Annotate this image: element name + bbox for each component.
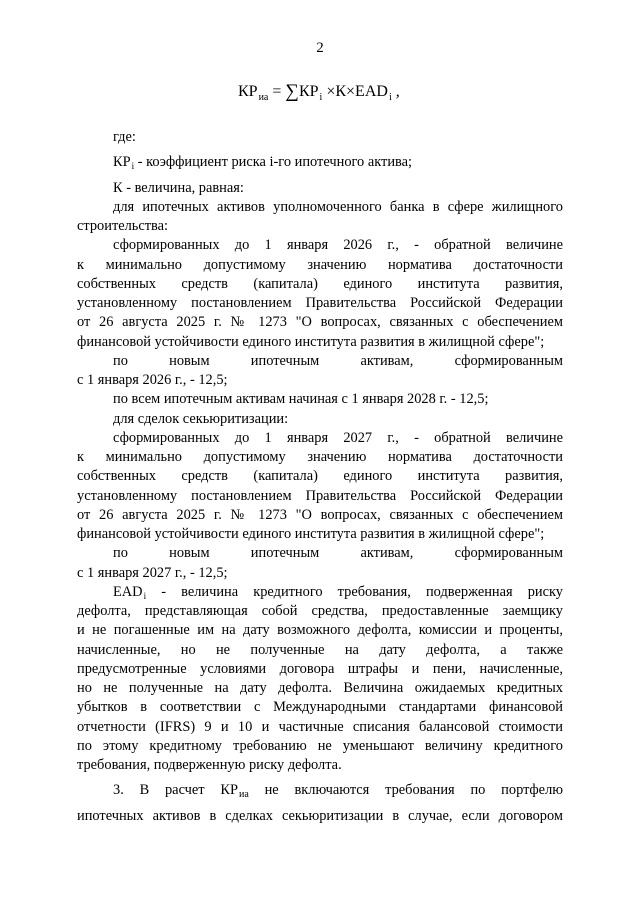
formula-k: К (335, 83, 347, 100)
text-line: установленному постановлением Правительства Российской Федерации (77, 487, 563, 504)
text-line: от 26 августа 2025 г. № 1273 "О вопросах, связанных с обеспечением (77, 314, 563, 331)
text-line: где: (113, 129, 136, 145)
formula-ead-subscript: i (388, 92, 392, 103)
formula-kr-subscript: i (319, 92, 323, 103)
symbol-kr: КР (113, 154, 131, 171)
symbol-ead-subscript: i (143, 590, 147, 601)
formula-kr-ia (238, 80, 400, 102)
text-line: к минимально допустимому значению норматива достаточности (77, 256, 563, 273)
text-line: отчетности (IFRS) 9 и 10 и частичные списания балансовой стоимости (77, 718, 563, 735)
symbol-ead: EAD (113, 583, 143, 600)
text-line: финансовой устойчивости единого института развития в жилищной сфере"; (77, 333, 545, 350)
formula-times-2: × (346, 83, 356, 100)
text-line: убытков в соответствии с Международными стандартами финансовой (77, 699, 563, 716)
text-line-ead-definition (77, 583, 563, 602)
text-line: с 1 января 2027 г., - 12,5; (77, 564, 228, 581)
text-line: требования, подверженную риску дефолта. (77, 757, 342, 773)
formula-lhs-subscript: иа (258, 92, 269, 103)
text-line: ипотечных активов в сделках секьюритизации в случае, если договором (77, 807, 563, 824)
ead-definition-text: - величина кредитного требования, подверженная риску (146, 583, 563, 600)
text-line: дефолта, представляющая собой средства, предоставленные заемщику (77, 603, 563, 619)
text-line: для сделок секьюритизации: (113, 410, 289, 427)
text-line: по всем ипотечным активам начиная с 1 января 2028 г. - 12,5; (113, 391, 489, 408)
body-text (77, 122, 563, 826)
text-line: финансовой устойчивости единого института развития в жилищной сфере"; (77, 526, 545, 542)
formula-sum-sign: ∑ (285, 81, 299, 102)
text-line: по этому кредитному требованию не уменьшают величину кредитного (77, 737, 563, 754)
page-number: 2 (316, 40, 324, 56)
kr-definition-text: - коэффициент риска i-го ипотечного актива; (134, 154, 413, 171)
text-line: собственных средств (капитала) единого института развития, (77, 275, 563, 292)
text-line: для ипотечных активов уполномоченного банка в сфере жилищного (113, 198, 563, 215)
item-3-text: не включаются требования по портфелю (248, 782, 564, 799)
text-line: собственных средств (капитала) единого института развития, (77, 468, 563, 485)
formula-ead: EAD (355, 83, 388, 100)
text-line-item-3 (77, 781, 563, 800)
formula-equals: = (272, 83, 282, 100)
formula-kr: КР (298, 83, 319, 100)
text-line: начисленные, но не полученные на дату дефолта, а также (77, 641, 563, 658)
text-line: по новым ипотечным активам, сформированным (113, 352, 563, 369)
formula-comma: , (395, 83, 400, 100)
text-line: но не полученные на дату дефолта. Величина ожидаемых кредитных (77, 680, 563, 696)
formula-lhs: КР (238, 83, 258, 100)
symbol-kr-subscript: i (131, 161, 135, 172)
text-line-kr-definition (77, 153, 563, 172)
text-line: к минимально допустимому значению норматива достаточности (77, 449, 563, 465)
text-line: с 1 января 2026 г., - 12,5; (77, 372, 228, 388)
text-line: сформированных до 1 января 2027 г., - обратной величине (113, 429, 563, 446)
text-line: установленному постановлением Правительства Российской Федерации (77, 295, 563, 311)
text-line: предусмотренные условиями договора штрафы и пени, начисленные, (77, 660, 563, 677)
text-line: от 26 августа 2025 г. № 1273 "О вопросах, связанных с обеспечением (77, 506, 563, 523)
text-line: К - величина, равная: (113, 179, 244, 196)
symbol-kr-ia: КР (220, 782, 238, 799)
text-line: и не погашенные им на дату возможного дефолта, комиссии и проценты, (77, 622, 563, 639)
text-line: по новым ипотечным активам, сформированным (113, 545, 563, 562)
symbol-kr-ia-subscript: иа (239, 789, 249, 801)
text-line: сформированных до 1 января 2026 г., - обратной величине (113, 237, 563, 254)
formula-times-1: × (326, 83, 336, 100)
text-line: строительства: (77, 218, 169, 234)
item-3-prefix: 3. В расчет (113, 782, 221, 799)
